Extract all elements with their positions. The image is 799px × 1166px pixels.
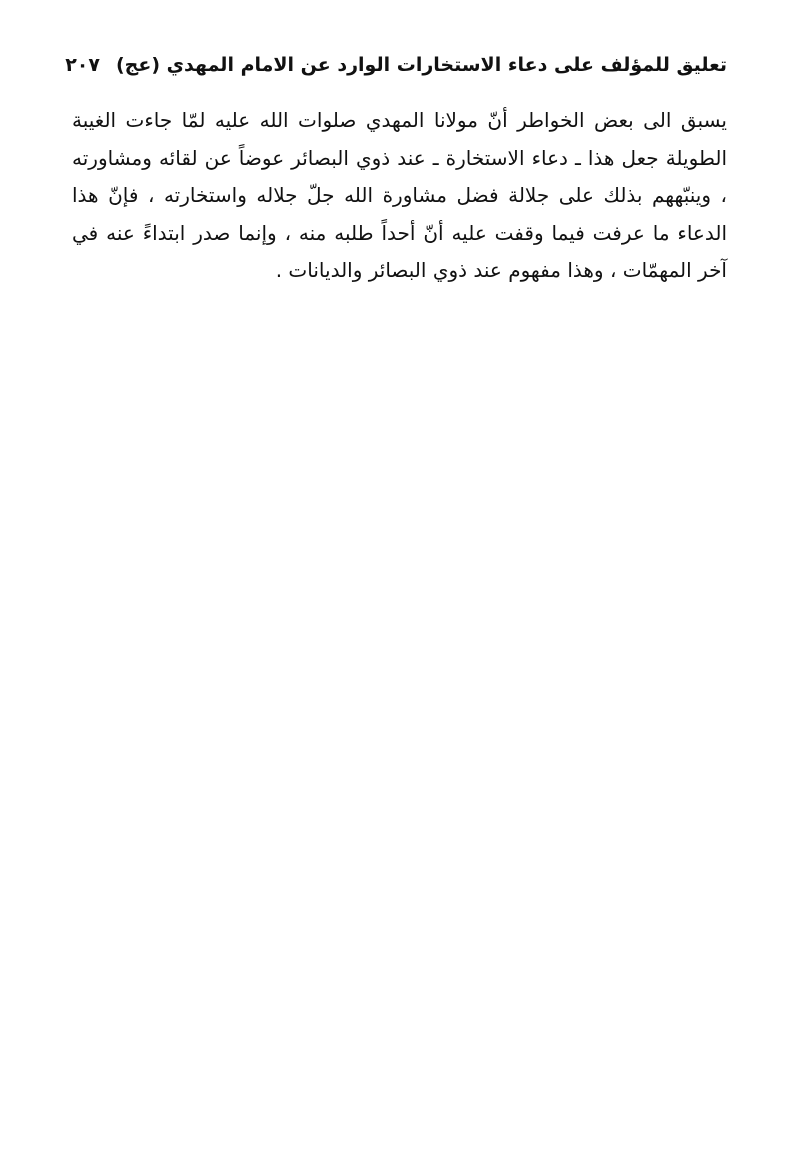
running-head bbox=[65, 48, 727, 82]
page-number: ٢٠٧ bbox=[65, 54, 100, 76]
running-head-title: تعليق للمؤلف على دعاء الاستخارات الوارد عن الامام المهدي (عج) bbox=[115, 54, 727, 76]
page bbox=[65, 48, 727, 290]
body-paragraph: يسبق الى بعض الخواطر أنّ مولانا المهدي صلوات الله عليه لمّا جاءت الغيبة الطويلة جعل هذا ـ دعاء الاستخارة ـ عند ذوي البصائر عوضاً عن لقائه ومشاورته ، وينبّههم بذلك على جلالة فضل مشاورة الله جلّ جلاله واستخارته ، فإنّ هذا الدعاء ما عرفت فيما وقفت عليه أنّ أحداً طلبه منه ، وإنما صدر ابتداءً عنه في آخر المهمّات ، وهذا مفهوم عند ذوي البصائر والديانات . bbox=[72, 108, 727, 282]
body-text bbox=[72, 102, 727, 290]
